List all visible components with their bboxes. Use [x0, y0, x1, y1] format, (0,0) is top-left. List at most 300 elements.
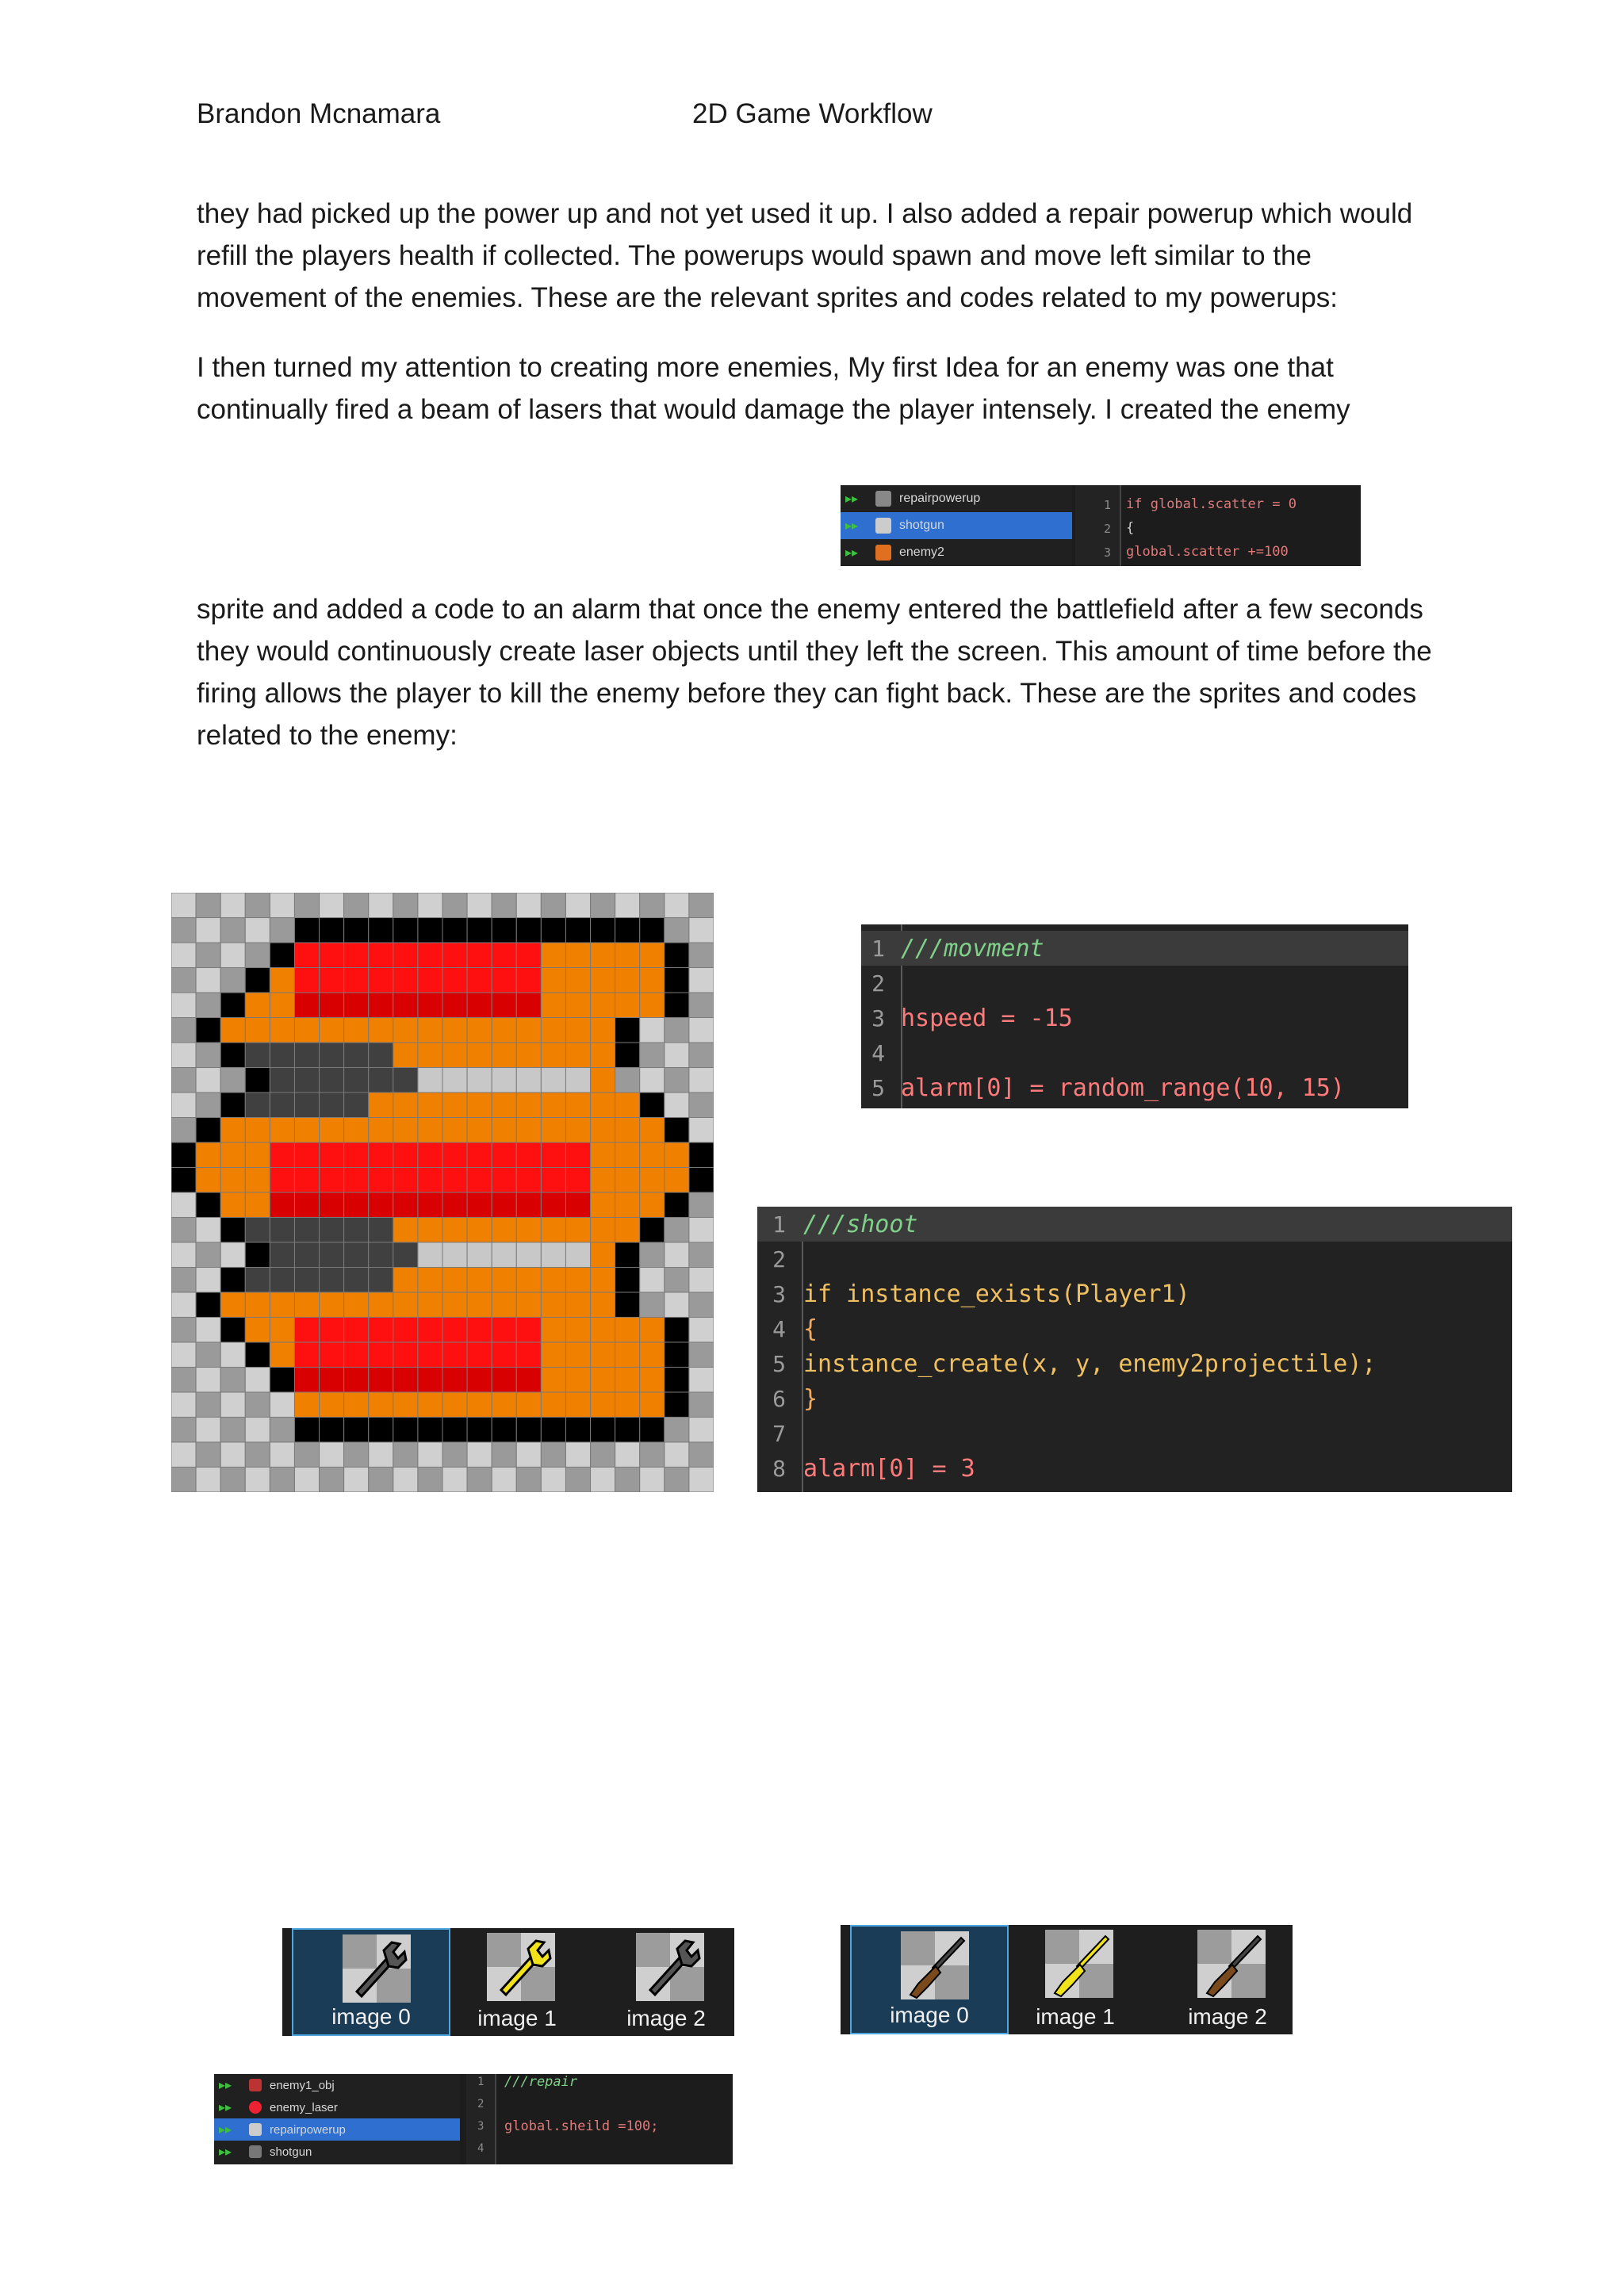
sprite-pixel — [689, 1292, 714, 1318]
sprite-pixel — [418, 1118, 442, 1143]
sprite-pixel — [245, 893, 270, 918]
sprite-pixel — [665, 1242, 689, 1268]
sprite-pixel — [442, 1342, 467, 1368]
header-author: Brandon Mcnamara — [197, 98, 441, 129]
sprite-pixel — [615, 1142, 640, 1168]
sprite-pixel — [418, 1468, 442, 1493]
sprite-pixel — [320, 1268, 344, 1293]
sprite-pixel — [393, 1292, 418, 1318]
sprite-pixel — [369, 1242, 393, 1268]
sprite-pixel — [196, 1018, 220, 1043]
movement-code-editor — [861, 924, 1408, 1108]
sprite-pixel — [467, 1093, 492, 1118]
sprite-pixel — [344, 1218, 369, 1243]
sprite-pixel — [689, 1142, 714, 1168]
sprite-pixel — [516, 918, 541, 943]
sprite-pixel — [565, 1093, 590, 1118]
sprite-pixel — [541, 1068, 565, 1093]
sprite-pixel — [220, 968, 245, 993]
sprite-pixel — [689, 1093, 714, 1118]
sprite-pixel — [344, 943, 369, 968]
sprite-pixel — [565, 1318, 590, 1343]
sprite-pixel — [270, 1218, 294, 1243]
sprite-pixel — [245, 1118, 270, 1143]
sprite-pixel — [245, 1268, 270, 1293]
sprite-pixel — [565, 1218, 590, 1243]
sprite-pixel — [220, 1418, 245, 1443]
sprite-pixel — [245, 1292, 270, 1318]
sprite-pixel — [615, 1418, 640, 1443]
sprite-pixel — [689, 1418, 714, 1443]
sprite-pixel — [418, 943, 442, 968]
sprite-pixel — [541, 1418, 565, 1443]
sprite-pixel — [640, 1118, 665, 1143]
sprite-pixel — [196, 1168, 220, 1193]
sprite-pixel — [245, 1142, 270, 1168]
sprite-pixel — [615, 1018, 640, 1043]
sprite-pixel — [270, 1368, 294, 1393]
sprite-pixel — [220, 1292, 245, 1318]
code-line: 5 instance_create(x, y, enemy2projectile); — [772, 1349, 1377, 1378]
sprite-pixel — [467, 1292, 492, 1318]
sprite-pixel — [294, 1342, 319, 1368]
sprite-pixel — [270, 1268, 294, 1293]
sprite-pixel — [467, 1242, 492, 1268]
sprite-pixel — [320, 1342, 344, 1368]
sprite-pixel — [220, 1043, 245, 1068]
sprite-pixel — [393, 1468, 418, 1493]
sprite-pixel — [344, 1018, 369, 1043]
frame-image-0[interactable]: image 0 — [850, 1925, 1009, 2034]
sprite-pixel — [245, 1392, 270, 1418]
sprite-pixel — [270, 918, 294, 943]
sprite-pixel — [344, 1368, 369, 1393]
sprite-pixel — [689, 1118, 714, 1143]
sprite-pixel — [615, 943, 640, 968]
sprite-pixel — [442, 1318, 467, 1343]
sprite-pixel — [640, 1093, 665, 1118]
sprite-pixel — [369, 943, 393, 968]
expand-arrow-icon: ▸▸ — [845, 492, 859, 506]
sprite-pixel — [320, 1468, 344, 1493]
sprite-pixel — [320, 1242, 344, 1268]
sprite-pixel — [516, 943, 541, 968]
sprite-pixel — [565, 943, 590, 968]
sprite-pixel — [294, 1242, 319, 1268]
sprite-pixel — [467, 1168, 492, 1193]
sprite-pixel — [565, 993, 590, 1018]
sprite-pixel — [665, 1268, 689, 1293]
sprite-pixel — [171, 918, 196, 943]
sprite-pixel — [665, 1218, 689, 1243]
sprite-pixel — [320, 1292, 344, 1318]
frame-image-1[interactable]: image 1 — [438, 1928, 596, 2036]
sprite-pixel — [344, 1468, 369, 1493]
sprite-pixel — [591, 993, 615, 1018]
code-line: 3 if instance_exists(Player1) — [772, 1280, 1190, 1308]
sprite-pixel — [665, 1192, 689, 1218]
sprite-pixel — [196, 1242, 220, 1268]
sprite-pixel — [516, 1142, 541, 1168]
sprite-pixel — [320, 893, 344, 918]
sprite-pixel — [615, 893, 640, 918]
sprite-pixel — [467, 1268, 492, 1293]
sprite-pixel — [442, 893, 467, 918]
sprite-pixel — [492, 1318, 516, 1343]
sprite-pixel — [492, 943, 516, 968]
sprite-pixel — [467, 1392, 492, 1418]
sprite-pixel — [245, 1218, 270, 1243]
sprite-pixel — [591, 1168, 615, 1193]
sprite-pixel — [442, 1468, 467, 1493]
sprite-pixel — [294, 1192, 319, 1218]
sprite-pixel — [418, 1318, 442, 1343]
sprite-pixel — [442, 1218, 467, 1243]
expand-arrow-icon: ▸▸ — [219, 2123, 232, 2137]
sprite-pixel — [171, 1418, 196, 1443]
sprite-pixel — [418, 1442, 442, 1468]
sprite-pixel — [640, 1442, 665, 1468]
sprite-pixel — [467, 993, 492, 1018]
sprite-pixel — [442, 1168, 467, 1193]
sprite-pixel — [492, 1118, 516, 1143]
sprite-pixel — [615, 1292, 640, 1318]
sprite-pixel — [665, 918, 689, 943]
sprite-pixel — [369, 1118, 393, 1143]
sprite-pixel — [369, 1043, 393, 1068]
frame-image-2[interactable]: image 2 — [1148, 1925, 1307, 2034]
sprite-pixel — [270, 1392, 294, 1418]
sprite-pixel — [541, 1018, 565, 1043]
sprite-pixel — [369, 1093, 393, 1118]
sprite-pixel — [418, 1043, 442, 1068]
sprite-pixel — [516, 1118, 541, 1143]
sprite-pixel — [615, 1392, 640, 1418]
sprite-pixel — [467, 1342, 492, 1368]
sprite-pixel — [615, 1242, 640, 1268]
sprite-pixel — [665, 1418, 689, 1443]
tree-item[interactable]: ▸▸ enemy_laser — [214, 2096, 460, 2118]
sprite-pixel — [196, 1318, 220, 1343]
sprite-pixel — [369, 1342, 393, 1368]
sprite-pixel — [640, 943, 665, 968]
frame-image-2[interactable]: image 2 — [587, 1928, 745, 2036]
sprite-pixel — [467, 1192, 492, 1218]
sprite-pixel — [245, 1418, 270, 1443]
shotgun-icon — [901, 1931, 969, 1999]
sprite-pixel — [565, 893, 590, 918]
tree-item[interactable]: ▸▸ shotgun — [214, 2141, 460, 2163]
tree-item[interactable]: ▸▸ enemy2 — [841, 539, 1072, 566]
sprite-pixel — [640, 918, 665, 943]
sprite-pixel — [196, 1093, 220, 1118]
sprite-pixel — [344, 1192, 369, 1218]
sprite-pixel — [393, 968, 418, 993]
sprite-pixel — [369, 1068, 393, 1093]
sprite-pixel — [541, 943, 565, 968]
sprite-pixel — [294, 1118, 319, 1143]
sprite-pixel — [591, 1118, 615, 1143]
sprite-pixel — [344, 893, 369, 918]
sprite-pixel — [320, 918, 344, 943]
sprite-pixel — [516, 1292, 541, 1318]
sprite-pixel — [492, 1192, 516, 1218]
sprite-pixel — [615, 1068, 640, 1093]
sprite-pixel — [591, 1442, 615, 1468]
sprite-pixel — [442, 968, 467, 993]
sprite-pixel — [369, 1392, 393, 1418]
frame-image-0[interactable]: image 0 — [292, 1928, 450, 2036]
sprite-pixel — [516, 1368, 541, 1393]
sprite-pixel — [220, 1318, 245, 1343]
sprite-pixel — [294, 1218, 319, 1243]
sprite-pixel — [591, 1018, 615, 1043]
expand-arrow-icon: ▸▸ — [219, 2145, 232, 2159]
sprite-pixel — [640, 1018, 665, 1043]
sprite-pixel — [393, 1392, 418, 1418]
sprite-pixel — [492, 1418, 516, 1443]
code-line: global.sheild =100; — [504, 2118, 659, 2134]
sprite-pixel — [320, 968, 344, 993]
sprite-pixel — [294, 1392, 319, 1418]
sprite-pixel — [171, 968, 196, 993]
sprite-pixel — [294, 1418, 319, 1443]
sprite-pixel — [220, 1442, 245, 1468]
code-line: 2 — [871, 970, 885, 997]
sprite-pixel — [591, 1218, 615, 1243]
sprite-pixel — [344, 1068, 369, 1093]
object-icon — [249, 2101, 262, 2114]
sprite-pixel — [369, 1268, 393, 1293]
sprite-pixel — [442, 1268, 467, 1293]
sprite-pixel — [245, 943, 270, 968]
sprite-pixel — [220, 1242, 245, 1268]
sprite-pixel — [565, 1268, 590, 1293]
wrench-icon — [487, 1933, 555, 2001]
sprite-pixel — [689, 1218, 714, 1243]
sprite-pixel — [591, 1192, 615, 1218]
sprite-pixel — [492, 1068, 516, 1093]
sprite-pixel — [270, 968, 294, 993]
sprite-pixel — [665, 1468, 689, 1493]
sprite-pixel — [516, 1043, 541, 1068]
sprite-pixel — [665, 968, 689, 993]
sprite-pixel — [689, 1068, 714, 1093]
sprite-pixel — [442, 1068, 467, 1093]
sprite-pixel — [294, 893, 319, 918]
sprite-pixel — [516, 1093, 541, 1118]
sprite-pixel — [565, 1168, 590, 1193]
sprite-pixel — [344, 1268, 369, 1293]
sprite-pixel — [442, 1368, 467, 1393]
sprite-pixel — [442, 1392, 467, 1418]
sprite-pixel — [220, 1268, 245, 1293]
sprite-pixel — [541, 1318, 565, 1343]
sprite-pixel — [541, 968, 565, 993]
sprite-pixel — [369, 1218, 393, 1243]
sprite-pixel — [516, 1318, 541, 1343]
sprite-pixel — [689, 1392, 714, 1418]
code-line: 5 alarm[0] = random_range(10, 15) — [871, 1073, 1345, 1102]
sprite-pixel — [492, 1468, 516, 1493]
sprite-pixel — [245, 1093, 270, 1118]
sprite-pixel — [393, 1142, 418, 1168]
sprite-pixel — [393, 1318, 418, 1343]
sprite-pixel — [442, 943, 467, 968]
sprite-pixel — [467, 1468, 492, 1493]
sprite-pixel — [418, 1268, 442, 1293]
expand-arrow-icon: ▸▸ — [845, 546, 859, 560]
sprite-pixel — [418, 918, 442, 943]
sprite-pixel — [492, 968, 516, 993]
sprite-pixel — [541, 1218, 565, 1243]
sprite-pixel — [516, 1442, 541, 1468]
sprite-pixel — [467, 1043, 492, 1068]
tree-item[interactable]: ▸▸ enemy1_obj — [214, 2074, 460, 2096]
sprite-pixel — [369, 1292, 393, 1318]
sprite-pixel — [220, 1468, 245, 1493]
sprite-pixel — [245, 1368, 270, 1393]
sprite-pixel — [344, 1142, 369, 1168]
tree-item[interactable]: ▸▸ repairpowerup — [841, 485, 1072, 512]
sprite-pixel — [591, 1292, 615, 1318]
sprite-pixel — [245, 1192, 270, 1218]
sprite-pixel — [245, 1318, 270, 1343]
sprite-pixel — [442, 1418, 467, 1443]
sprite-pixel — [565, 1442, 590, 1468]
sprite-pixel — [393, 1342, 418, 1368]
sprite-pixel — [492, 1242, 516, 1268]
sprite-pixel — [640, 1468, 665, 1493]
shotgun-icon — [1197, 1930, 1266, 1998]
sprite-pixel — [393, 1192, 418, 1218]
sprite-pixel — [220, 993, 245, 1018]
sprite-pixel — [591, 968, 615, 993]
sprite-pixel — [294, 1368, 319, 1393]
sprite-pixel — [320, 1142, 344, 1168]
sprite-pixel — [615, 1118, 640, 1143]
sprite-pixel — [492, 1018, 516, 1043]
sprite-pixel — [294, 993, 319, 1018]
sprite-pixel — [492, 893, 516, 918]
sprite-pixel — [689, 968, 714, 993]
sprite-pixel — [467, 1142, 492, 1168]
sprite-pixel — [565, 1468, 590, 1493]
sprite-pixel — [615, 1268, 640, 1293]
sprite-pixel — [442, 1118, 467, 1143]
sprite-pixel — [541, 893, 565, 918]
sprite-pixel — [270, 1168, 294, 1193]
sprite-pixel — [344, 1093, 369, 1118]
sprite-pixel — [294, 1018, 319, 1043]
sprite-pixel — [665, 1292, 689, 1318]
sprite-pixel — [196, 1192, 220, 1218]
sprite-pixel — [492, 1368, 516, 1393]
paragraph-enemy-code: sprite and added a code to an alarm that once the enemy entered the battlefield after a few seconds they would continuously create laser objects until they left the screen. This amount of time before the firing allows the player to kill the enemy before they can fight back. These are the sprites and codes related to the enemy: — [197, 594, 1432, 751]
sprite-pixel — [640, 968, 665, 993]
sprite-pixel — [665, 1093, 689, 1118]
sprite-pixel — [196, 1468, 220, 1493]
sprite-pixel — [516, 1192, 541, 1218]
object-icon — [875, 518, 891, 534]
sprite-pixel — [565, 1018, 590, 1043]
sprite-pixel — [220, 1192, 245, 1218]
sprite-pixel — [294, 1442, 319, 1468]
sprite-pixel — [615, 1043, 640, 1068]
repair-resource-screenshot — [214, 2074, 733, 2164]
sprite-pixel — [541, 1093, 565, 1118]
sprite-pixel — [640, 1342, 665, 1368]
sprite-pixel — [270, 893, 294, 918]
sprite-pixel — [442, 1018, 467, 1043]
sprite-pixel — [320, 1218, 344, 1243]
sprite-pixel — [665, 893, 689, 918]
sprite-pixel — [171, 1442, 196, 1468]
sprite-pixel — [418, 1192, 442, 1218]
tree-item-selected[interactable]: ▸▸ repairpowerup — [214, 2118, 460, 2141]
header-title: 2D Game Workflow — [692, 98, 933, 129]
sprite-pixel — [369, 1142, 393, 1168]
sprite-pixel — [418, 1242, 442, 1268]
sprite-pixel — [492, 1392, 516, 1418]
code-line: global.scatter +=100 — [1126, 544, 1289, 560]
sprite-pixel — [640, 893, 665, 918]
sprite-pixel — [196, 1142, 220, 1168]
sprite-pixel — [665, 1318, 689, 1343]
sprite-pixel — [344, 1392, 369, 1418]
sprite-pixel — [689, 918, 714, 943]
sprite-pixel — [171, 993, 196, 1018]
sprite-pixel — [393, 1368, 418, 1393]
sprite-pixel — [541, 1268, 565, 1293]
frame-image-1[interactable]: image 1 — [996, 1925, 1155, 2034]
sprite-pixel — [245, 918, 270, 943]
sprite-pixel — [418, 1368, 442, 1393]
sprite-pixel — [196, 1442, 220, 1468]
sprite-pixel — [665, 1142, 689, 1168]
sprite-pixel — [393, 1043, 418, 1068]
sprite-pixel — [591, 1268, 615, 1293]
sprite-pixel — [665, 1368, 689, 1393]
sprite-pixel — [344, 968, 369, 993]
sprite-pixel — [615, 1468, 640, 1493]
sprite-pixel — [665, 1118, 689, 1143]
sprite-pixel — [294, 968, 319, 993]
sprite-pixel — [591, 1342, 615, 1368]
sprite-pixel — [492, 993, 516, 1018]
sprite-pixel — [565, 1392, 590, 1418]
sprite-pixel — [369, 1318, 393, 1343]
sprite-pixel — [294, 1468, 319, 1493]
sprite-pixel — [393, 893, 418, 918]
sprite-pixel — [615, 918, 640, 943]
sprite-pixel — [270, 943, 294, 968]
sprite-pixel — [565, 1368, 590, 1393]
sprite-pixel — [615, 1342, 640, 1368]
sprite-pixel — [369, 918, 393, 943]
sprite-pixel — [665, 1043, 689, 1068]
sprite-pixel — [270, 1318, 294, 1343]
sprite-pixel — [393, 1118, 418, 1143]
sprite-pixel — [393, 1168, 418, 1193]
sprite-pixel — [369, 1192, 393, 1218]
tree-item-selected[interactable]: ▸▸ shotgun — [841, 512, 1072, 539]
sprite-pixel — [492, 1168, 516, 1193]
sprite-pixel — [492, 1142, 516, 1168]
sprite-pixel — [220, 1218, 245, 1243]
sprite-pixel — [591, 1418, 615, 1443]
sprite-pixel — [640, 993, 665, 1018]
